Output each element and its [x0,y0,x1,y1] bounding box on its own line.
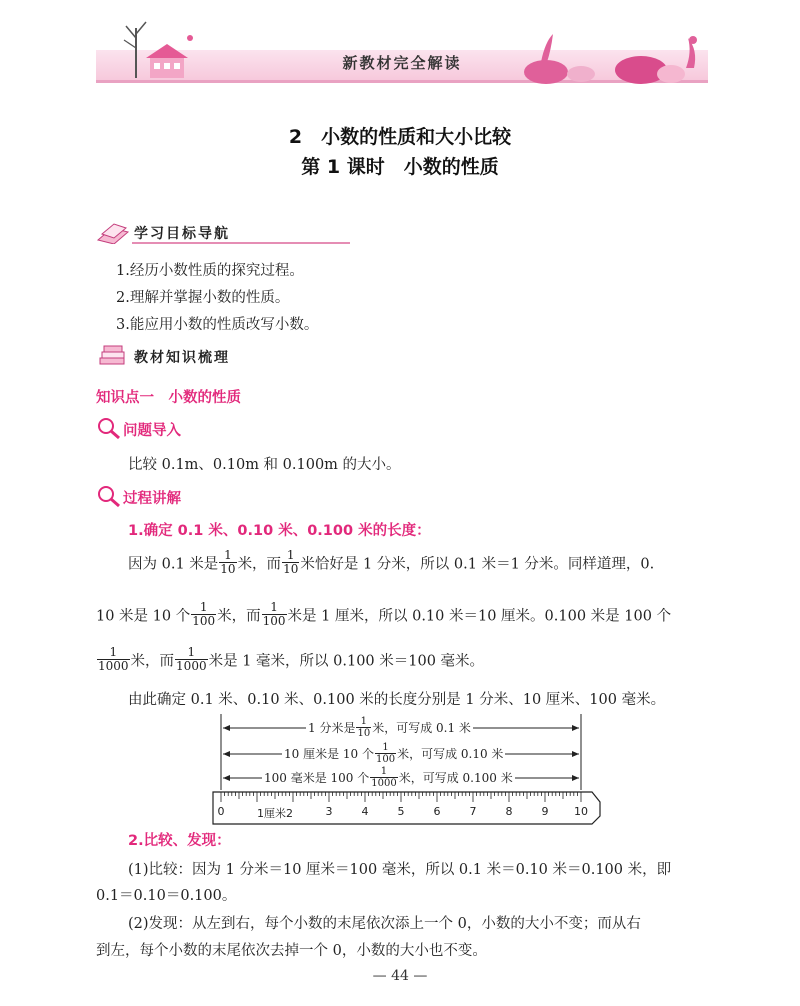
book-icon [96,220,130,244]
page-header [96,8,708,88]
process-heading: 过程讲解 [123,491,181,507]
step1-title: 1.确定 0.1 米、0.10 米、0.100 米的长度： [128,523,431,539]
p2-text-a: 10 米是 10 个 [96,608,191,625]
intro-text: 比较 0.1m、0.10m 和 0.100m 的大小。 [128,457,401,473]
diagram-text: 1 分米是 [308,721,356,735]
fraction-denominator: 1000 [371,778,397,789]
paragraph-line-3 [96,645,485,675]
ruler-tick-label: 8 [505,805,513,818]
goal-item-1: 1.经历小数性质的探究过程。 [116,263,304,279]
fraction-denominator: 1000 [98,659,129,673]
chapter-title: 2 小数的性质和大小比较 [288,126,512,148]
lesson-title: 第 1 课时 小数的性质 [301,156,499,178]
fraction [356,716,371,739]
knowledge-section-header [96,344,356,370]
fraction-numerator: 1 [262,601,287,615]
p1-text-a: 因为 0.1 米是 [128,556,219,573]
ruler-tick-label: 6 [433,805,441,818]
paragraph-line-2 [96,600,672,630]
process-header [96,484,296,508]
goals-heading: 学习目标导航 [134,226,230,242]
fraction [375,742,396,765]
knowledge-heading: 教材知识梳理 [134,350,230,366]
paragraph-line-1 [128,548,655,578]
fraction [282,549,299,576]
goals-underline [132,242,350,244]
ruler-tick-label: 1厘米2 [257,807,293,820]
compare-line-2: 0.1＝0.10＝0.100。 [96,888,237,904]
fraction-numerator: 1 [356,716,371,728]
intro-header [96,416,296,440]
ruler-tick-label: 0 [217,805,225,818]
ruler-tick-label: 5 [397,805,405,818]
diagram-text: 米，可写成 0.1 米 [372,721,471,735]
step2-title: 2.比较、发现： [128,833,231,849]
ruler-tick-label: 3 [325,805,333,818]
books-stack-icon [96,344,130,368]
conclusion-text: 由此确定 0.1 米、0.10 米、0.100 米的长度分别是 1 分米、10 厘米、100 毫米。 [128,692,666,708]
fraction [262,601,287,628]
house-tree-illustration [106,8,206,86]
diagram-text: 米，可写成 0.100 米 [398,771,513,785]
p2-text-b: 米，而 [217,608,261,625]
intro-heading: 问题导入 [123,423,181,439]
page-number: — 44 — [372,968,428,984]
compare-line-1: (1)比较：因为 1 分米＝10 厘米＝100 毫米，所以 0.1 米＝0.10 米＝0.100 米，即 [128,862,672,878]
ruler-tick-label: 7 [469,805,477,818]
magnifier-icon [96,416,122,440]
knowledge-point-title: 知识点一 小数的性质 [96,390,241,406]
ruler-tick-label: 10 [574,805,588,818]
diagram-label-millimeter [262,767,515,790]
diagram-label-centimeter [282,743,505,766]
discover-line-1: (2)发现：从左到右，每个小数的末尾依次添上一个 0，小数的大小不变；而从右 [128,916,641,932]
goal-item-2: 2.理解并掌握小数的性质。 [116,290,290,306]
fraction-numerator: 1 [375,742,396,754]
fraction-denominator: 10 [220,562,236,576]
fraction [175,646,208,673]
ruler-tick-label: 4 [361,805,369,818]
fraction-denominator: 100 [262,614,286,628]
magnifier-icon [96,484,122,508]
fraction [97,646,130,673]
ruler-tick-label: 9 [541,805,549,818]
fraction-numerator: 1 [175,646,208,660]
diagram-text: 10 厘米是 10 个 [284,747,374,761]
fraction-denominator: 10 [357,728,371,739]
fraction-numerator: 1 [370,766,397,778]
fraction [191,601,216,628]
diagram-label-decimeter [306,717,473,740]
fraction-numerator: 1 [97,646,130,660]
diagram-text: 100 毫米是 100 个 [264,771,370,785]
p3-text-a: 米，而 [130,653,175,670]
goal-item-3: 3.能应用小数的性质改写小数。 [116,317,319,333]
diagram-text: 米，可写成 0.10 米 [397,747,504,761]
fraction-numerator: 1 [219,549,236,563]
fraction [370,766,397,789]
ruler-diagram [212,712,608,828]
fraction [219,549,236,576]
p2-text-c: 米是 1 厘米，所以 0.10 米＝10 厘米。0.100 米是 100 个 [287,608,672,625]
fraction-denominator: 100 [192,614,216,628]
fraction-denominator: 10 [283,562,299,576]
p1-text-c: 米恰好是 1 分米，所以 0.1 米＝1 分米。同样道理，0. [300,556,655,573]
fraction-numerator: 1 [191,601,216,615]
p1-text-b: 米，而 [237,556,282,573]
fraction-numerator: 1 [282,549,299,563]
fraction-denominator: 1000 [176,659,207,673]
goals-section-header [96,220,356,246]
p3-text-b: 米是 1 毫米，所以 0.100 米＝100 毫米。 [208,653,485,670]
header-title: 新教材完全解读 [342,54,462,72]
discover-line-2: 到左，每个小数的末尾依次去掉一个 0，小数的大小也不变。 [96,943,487,959]
fraction-denominator: 100 [375,754,396,765]
